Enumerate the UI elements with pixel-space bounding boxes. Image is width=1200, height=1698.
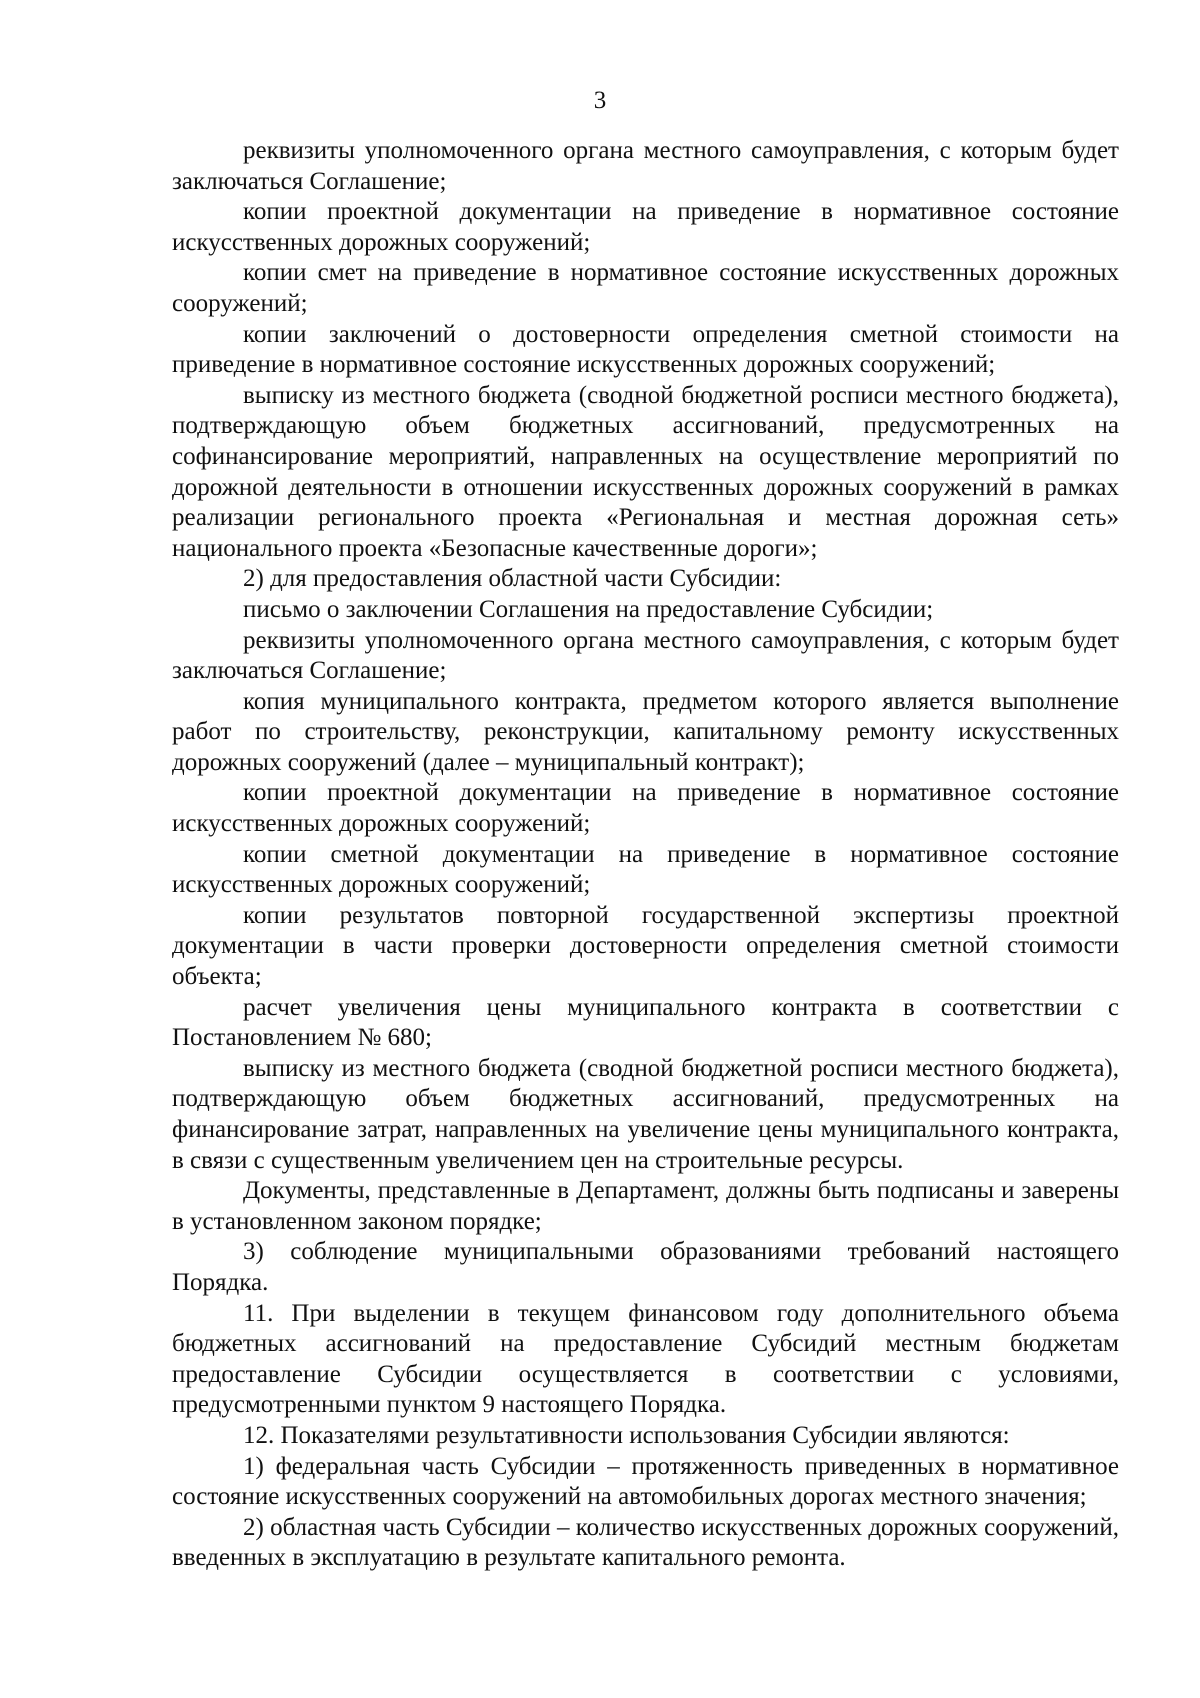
paragraph: копии сметной документации на приведение в нормативное состояние искусственных дорожных сооружений;	[172, 840, 1119, 899]
paragraph: выписку из местного бюджета (сводной бюджетной росписи местного бюджета), подтверждающую объем бюджетных ассигнований, предусмотренных на финансирование затрат, направленных на увеличение цены муниципального контракта, в связи с существенным увеличением цен на строительные ресурсы.	[172, 1054, 1119, 1174]
paragraph: копии результатов повторной государственной экспертизы проектной документации в части проверки достоверности определения сметной стоимости объекта;	[172, 901, 1119, 991]
paragraph: 12. Показателями результативности использования Субсидии являются:	[243, 1421, 1010, 1449]
page-number: 3	[593, 87, 607, 114]
paragraph: 11. При выделении в текущем финансовом году дополнительного объема бюджетных ассигнований на предоставление Субсидий местным бюджетам предоставление Субсидии осуществляется в соответствии с условиями, предусмотренными пунктом 9 настоящего Порядка.	[172, 1299, 1119, 1419]
paragraph: копии проектной документации на приведение в нормативное состояние искусственных дорожных сооружений;	[172, 198, 1119, 256]
paragraph: 2) для предоставления областной части Субсидии:	[243, 565, 782, 593]
paragraph: 3) соблюдение муниципальными образованиями требований настоящего Порядка.	[172, 1238, 1119, 1296]
paragraph: копии смет на приведение в нормативное состояние искусственных дорожных сооружений;	[172, 259, 1119, 317]
paragraph: письмо о заключении Соглашения на предоставление Субсидии;	[243, 595, 934, 623]
paragraph: 1) федеральная часть Субсидии – протяженность приведенных в нормативное состояние искусственных сооружений на автомобильных дорогах местного значения;	[172, 1452, 1119, 1511]
paragraph: реквизиты уполномоченного органа местного самоуправления, с которым будет заключаться Соглашение;	[172, 626, 1119, 685]
document-body	[172, 136, 1119, 1574]
paragraph: копия муниципального контракта, предметом которого является выполнение работ по строительству, реконструкции, капитальному ремонту искусственных дорожных сооружений (далее – муниципальный контракт);	[172, 687, 1119, 776]
paragraph: реквизиты уполномоченного органа местного самоуправления, с которым будет заключаться Соглашение;	[172, 137, 1119, 195]
paragraph: расчет увеличения цены муниципального контракта в соответствии с Постановлением № 680;	[172, 993, 1119, 1052]
paragraph: копии проектной документации на приведение в нормативное состояние искусственных дорожных сооружений;	[172, 779, 1119, 838]
paragraph: выписку из местного бюджета (сводной бюджетной росписи местного бюджета), подтверждающую объем бюджетных ассигнований, предусмотренных на софинансирование мероприятий, направленных на осуществление мероприятий по дорожной деятельности в отношении искусственных дорожных сооружений в рамках реализации регионального проекта «Региональная и местная дорожная сеть» национального проекта «Безопасные качественные дороги»;	[172, 381, 1119, 562]
paragraph: 2) областная часть Субсидии – количество искусственных дорожных сооружений, введенных в эксплуатацию в результате капитального ремонта.	[172, 1513, 1119, 1572]
paragraph: Документы, представленные в Департамент, должны быть подписаны и заверены в установленном законом порядке;	[172, 1177, 1119, 1235]
paragraph: копии заключений о достоверности определения сметной стоимости на приведение в нормативное состояние искусственных дорожных сооружений;	[172, 320, 1119, 379]
